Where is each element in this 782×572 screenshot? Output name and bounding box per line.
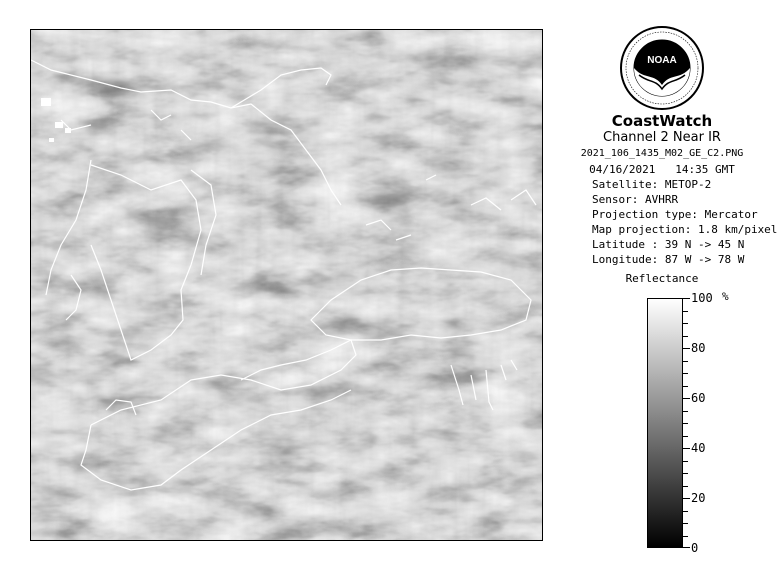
projection-type: Projection type: Mercator: [592, 208, 758, 221]
colorbar-tick: [682, 536, 688, 537]
colorbar-tick: [682, 348, 690, 349]
colorbar-tick: [682, 461, 688, 462]
colorbar-tick: [682, 411, 688, 412]
satellite-info: Satellite: METOP-2: [592, 178, 712, 191]
latitude-range: Latitude : 39 N -> 45 N: [592, 238, 745, 251]
colorbar-tick: [682, 486, 688, 487]
colorbar-tick: [682, 386, 688, 387]
channel-label: Channel 2 Near IR: [603, 130, 721, 145]
sensor-info: Sensor: AVHRR: [592, 193, 679, 206]
colorbar-tick: [682, 311, 688, 312]
colorbar-tick-label: 40: [691, 441, 706, 455]
colorbar-tick: [682, 298, 690, 299]
acquisition-date: 04/16/2021: [589, 163, 656, 176]
colorbar-tick: [682, 423, 688, 424]
colorbar-tick: [682, 323, 688, 324]
colorbar-tick: [682, 448, 690, 449]
cloud-streaks: [31, 30, 542, 540]
colorbar-tick-label: 60: [691, 391, 706, 405]
reflectance-colorbar: [647, 298, 683, 548]
noaa-logo: [619, 25, 705, 111]
colorbar-tick: [682, 547, 690, 548]
colorbar-tick: [682, 436, 688, 437]
longitude-range: Longitude: 87 W -> 78 W: [592, 253, 745, 266]
colorbar-tick-label: 80: [691, 341, 706, 355]
colorbar-tick: [682, 361, 688, 362]
brand-title: CoastWatch: [611, 112, 713, 130]
file-name: 2021_106_1435_M02_GE_C2.PNG: [580, 148, 744, 159]
map-projection: Map projection: 1.8 km/pixel: [592, 223, 778, 236]
colorbar-tick: [682, 511, 688, 512]
colorbar-tick: [682, 498, 690, 499]
colorbar-tick: [682, 473, 688, 474]
colorbar-tick-label: 20: [691, 491, 706, 505]
legend-unit: %: [722, 290, 729, 303]
legend-title: Reflectance: [625, 272, 699, 285]
acquisition-time: 14:35 GMT: [675, 163, 735, 176]
colorbar-tick: [682, 398, 690, 399]
satellite-image: [30, 29, 543, 541]
colorbar-tick-label: 0: [691, 541, 699, 555]
acquisition-datetime: [582, 163, 742, 176]
logo-text: NOAA: [647, 55, 677, 66]
colorbar-tick: [682, 523, 688, 524]
colorbar-tick: [682, 336, 688, 337]
colorbar-tick: [682, 373, 688, 374]
colorbar-tick-label: 100: [691, 291, 713, 305]
